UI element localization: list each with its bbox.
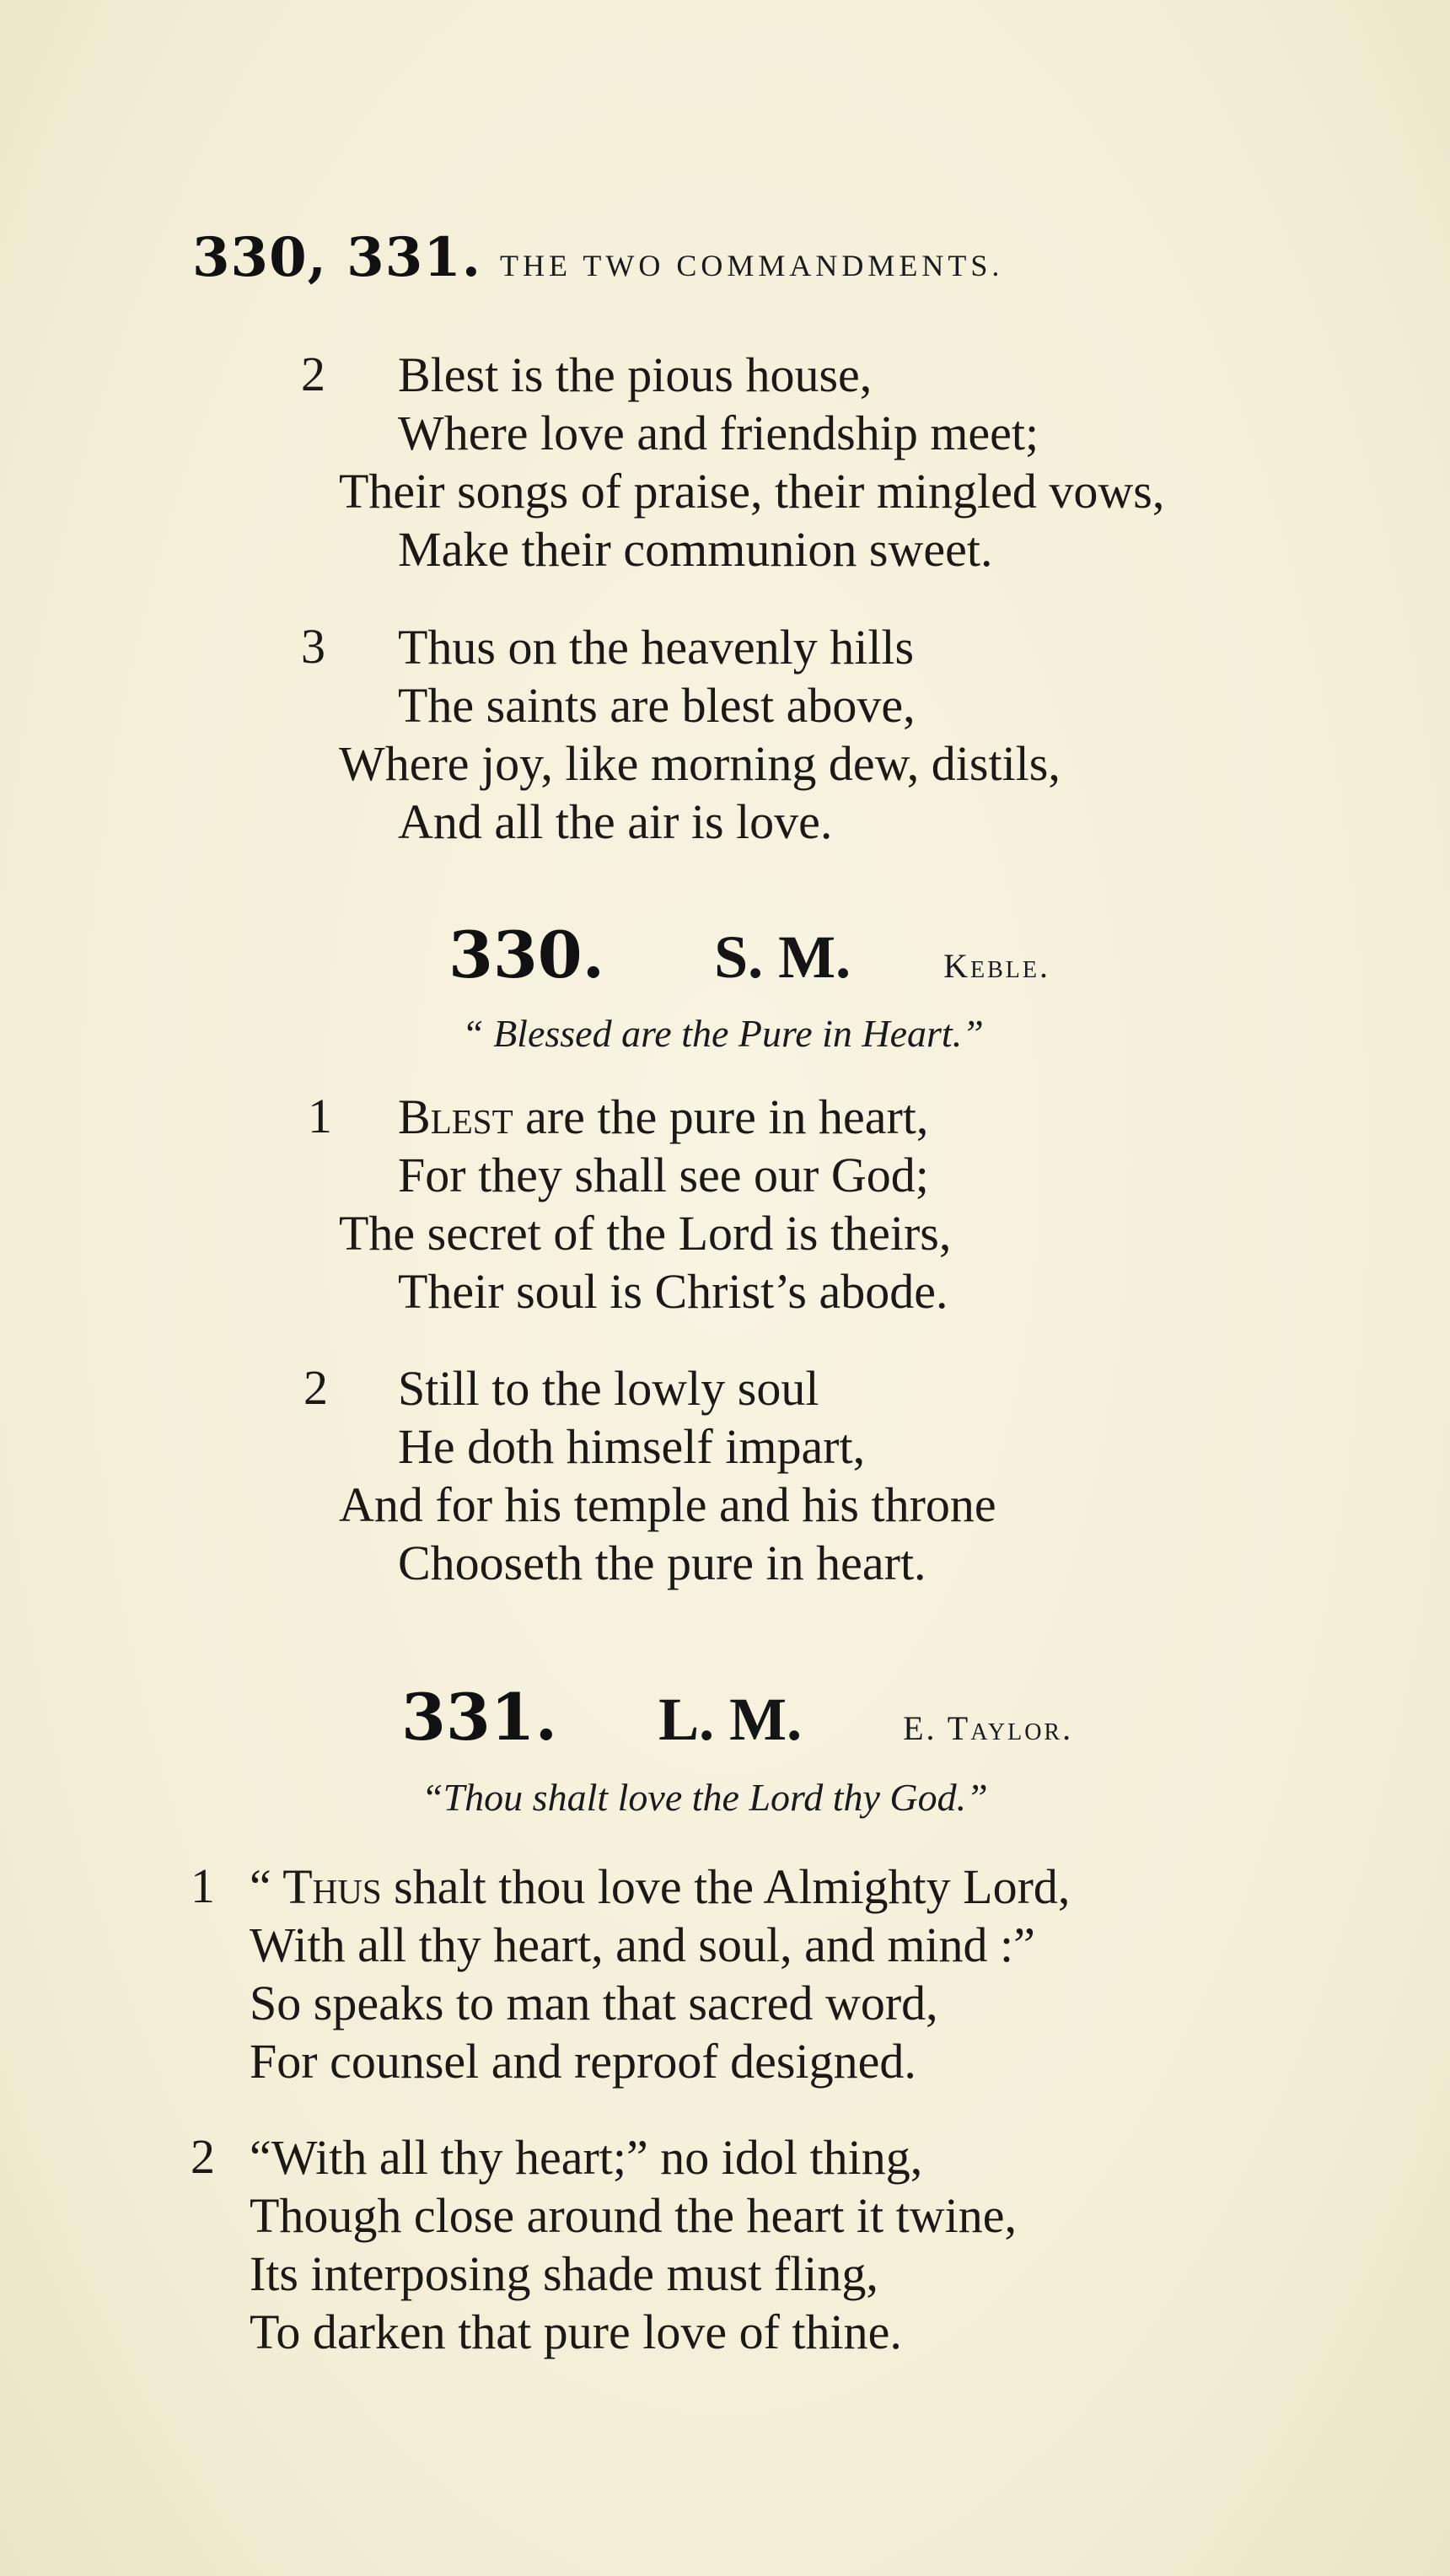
- verse-line: With all thy heart, and soul, and mind :”: [250, 1917, 1035, 1972]
- verse-line: He doth himself impart,: [398, 1419, 866, 1474]
- hymn-author: E. Taylor.: [903, 1709, 1074, 1747]
- verse-line: Their soul is Christ’s abode.: [398, 1264, 948, 1319]
- verse-line: And all the air is love.: [398, 794, 833, 849]
- hymn-331-header: [401, 1680, 1073, 1755]
- verse-line: Where joy, like morning dew, distils,: [339, 736, 1061, 791]
- first-line-rest: shalt thou love the Almighty Lord,: [381, 1859, 1071, 1914]
- verse-line: [250, 1858, 1070, 1916]
- hymn-number: 331.: [401, 1680, 558, 1755]
- first-word-cap: B: [398, 1089, 431, 1144]
- verse-line: Their songs of praise, their mingled vows,: [339, 464, 1165, 519]
- verse-number: 1: [191, 1858, 215, 1913]
- verse-number: 2: [303, 1360, 328, 1415]
- first-word-rest: hus: [312, 1859, 382, 1914]
- hymn-number: 330.: [448, 917, 605, 992]
- verse-number: 3: [301, 619, 325, 674]
- first-word-lead: “ T: [250, 1859, 313, 1914]
- verse-line: Still to the lowly soul: [398, 1361, 819, 1416]
- verse-line: The saints are blest above,: [398, 678, 916, 733]
- hymn-author: Keble.: [943, 947, 1050, 985]
- hymn-331-stanza-1: [191, 1858, 1071, 2090]
- running-head-title: THE TWO COMMANDMENTS.: [500, 249, 1004, 282]
- verse-line: “With all thy heart;” no idol thing,: [250, 2130, 923, 2185]
- verse-line: The secret of the Lord is theirs,: [339, 1206, 952, 1261]
- verse-line: To darken that pure love of thine.: [250, 2304, 902, 2359]
- verse-line: Make their communion sweet.: [398, 522, 993, 577]
- verse-line: For they shall see our God;: [398, 1148, 929, 1202]
- verse-line: For counsel and reproof designed.: [250, 2034, 916, 2089]
- verse-number: 2: [301, 347, 325, 401]
- hymn-331-epigraph: “Thou shalt love the Lord thy God.”: [422, 1776, 988, 1819]
- verse-line: Chooseth the pure in heart.: [398, 1535, 926, 1590]
- hymn-331-stanza-2: [191, 2128, 1018, 2361]
- hymn-meter: S. M.: [714, 923, 851, 991]
- hymn-meter: L. M.: [658, 1686, 803, 1753]
- prev-hymn-stanza-3: [301, 618, 1061, 851]
- running-head-numbers: 330, 331.: [192, 226, 482, 289]
- verse-line: Blest is the pious house,: [398, 347, 873, 402]
- hymn-330-header: [448, 917, 1050, 992]
- hymn-330-epigraph: “ Blessed are the Pure in Heart.”: [462, 1012, 984, 1055]
- verse-line: [398, 1088, 1010, 1146]
- verse-number: 1: [308, 1089, 332, 1143]
- verse-line: And for his temple and his throne: [339, 1477, 996, 1532]
- first-line-rest: are the pure in heart,: [513, 1089, 929, 1144]
- verse-number: 2: [191, 2129, 215, 2184]
- verse-line: Though close around the heart it twine,: [250, 2188, 1018, 2243]
- running-head: [192, 226, 1003, 289]
- verse-line: Where love and friendship meet;: [398, 406, 1039, 460]
- hymn-330-stanza-1: [303, 1088, 952, 1320]
- verse-line: Thus on the heavenly hills: [398, 620, 915, 675]
- verse-line: Its interposing shade must fling,: [250, 2246, 878, 2301]
- hymn-330-stanza-2: [303, 1359, 996, 1592]
- prev-hymn-stanza-2: [301, 346, 1165, 578]
- verse-line: So speaks to man that sacred word,: [250, 1976, 938, 2030]
- first-word-rest: lest: [430, 1089, 513, 1144]
